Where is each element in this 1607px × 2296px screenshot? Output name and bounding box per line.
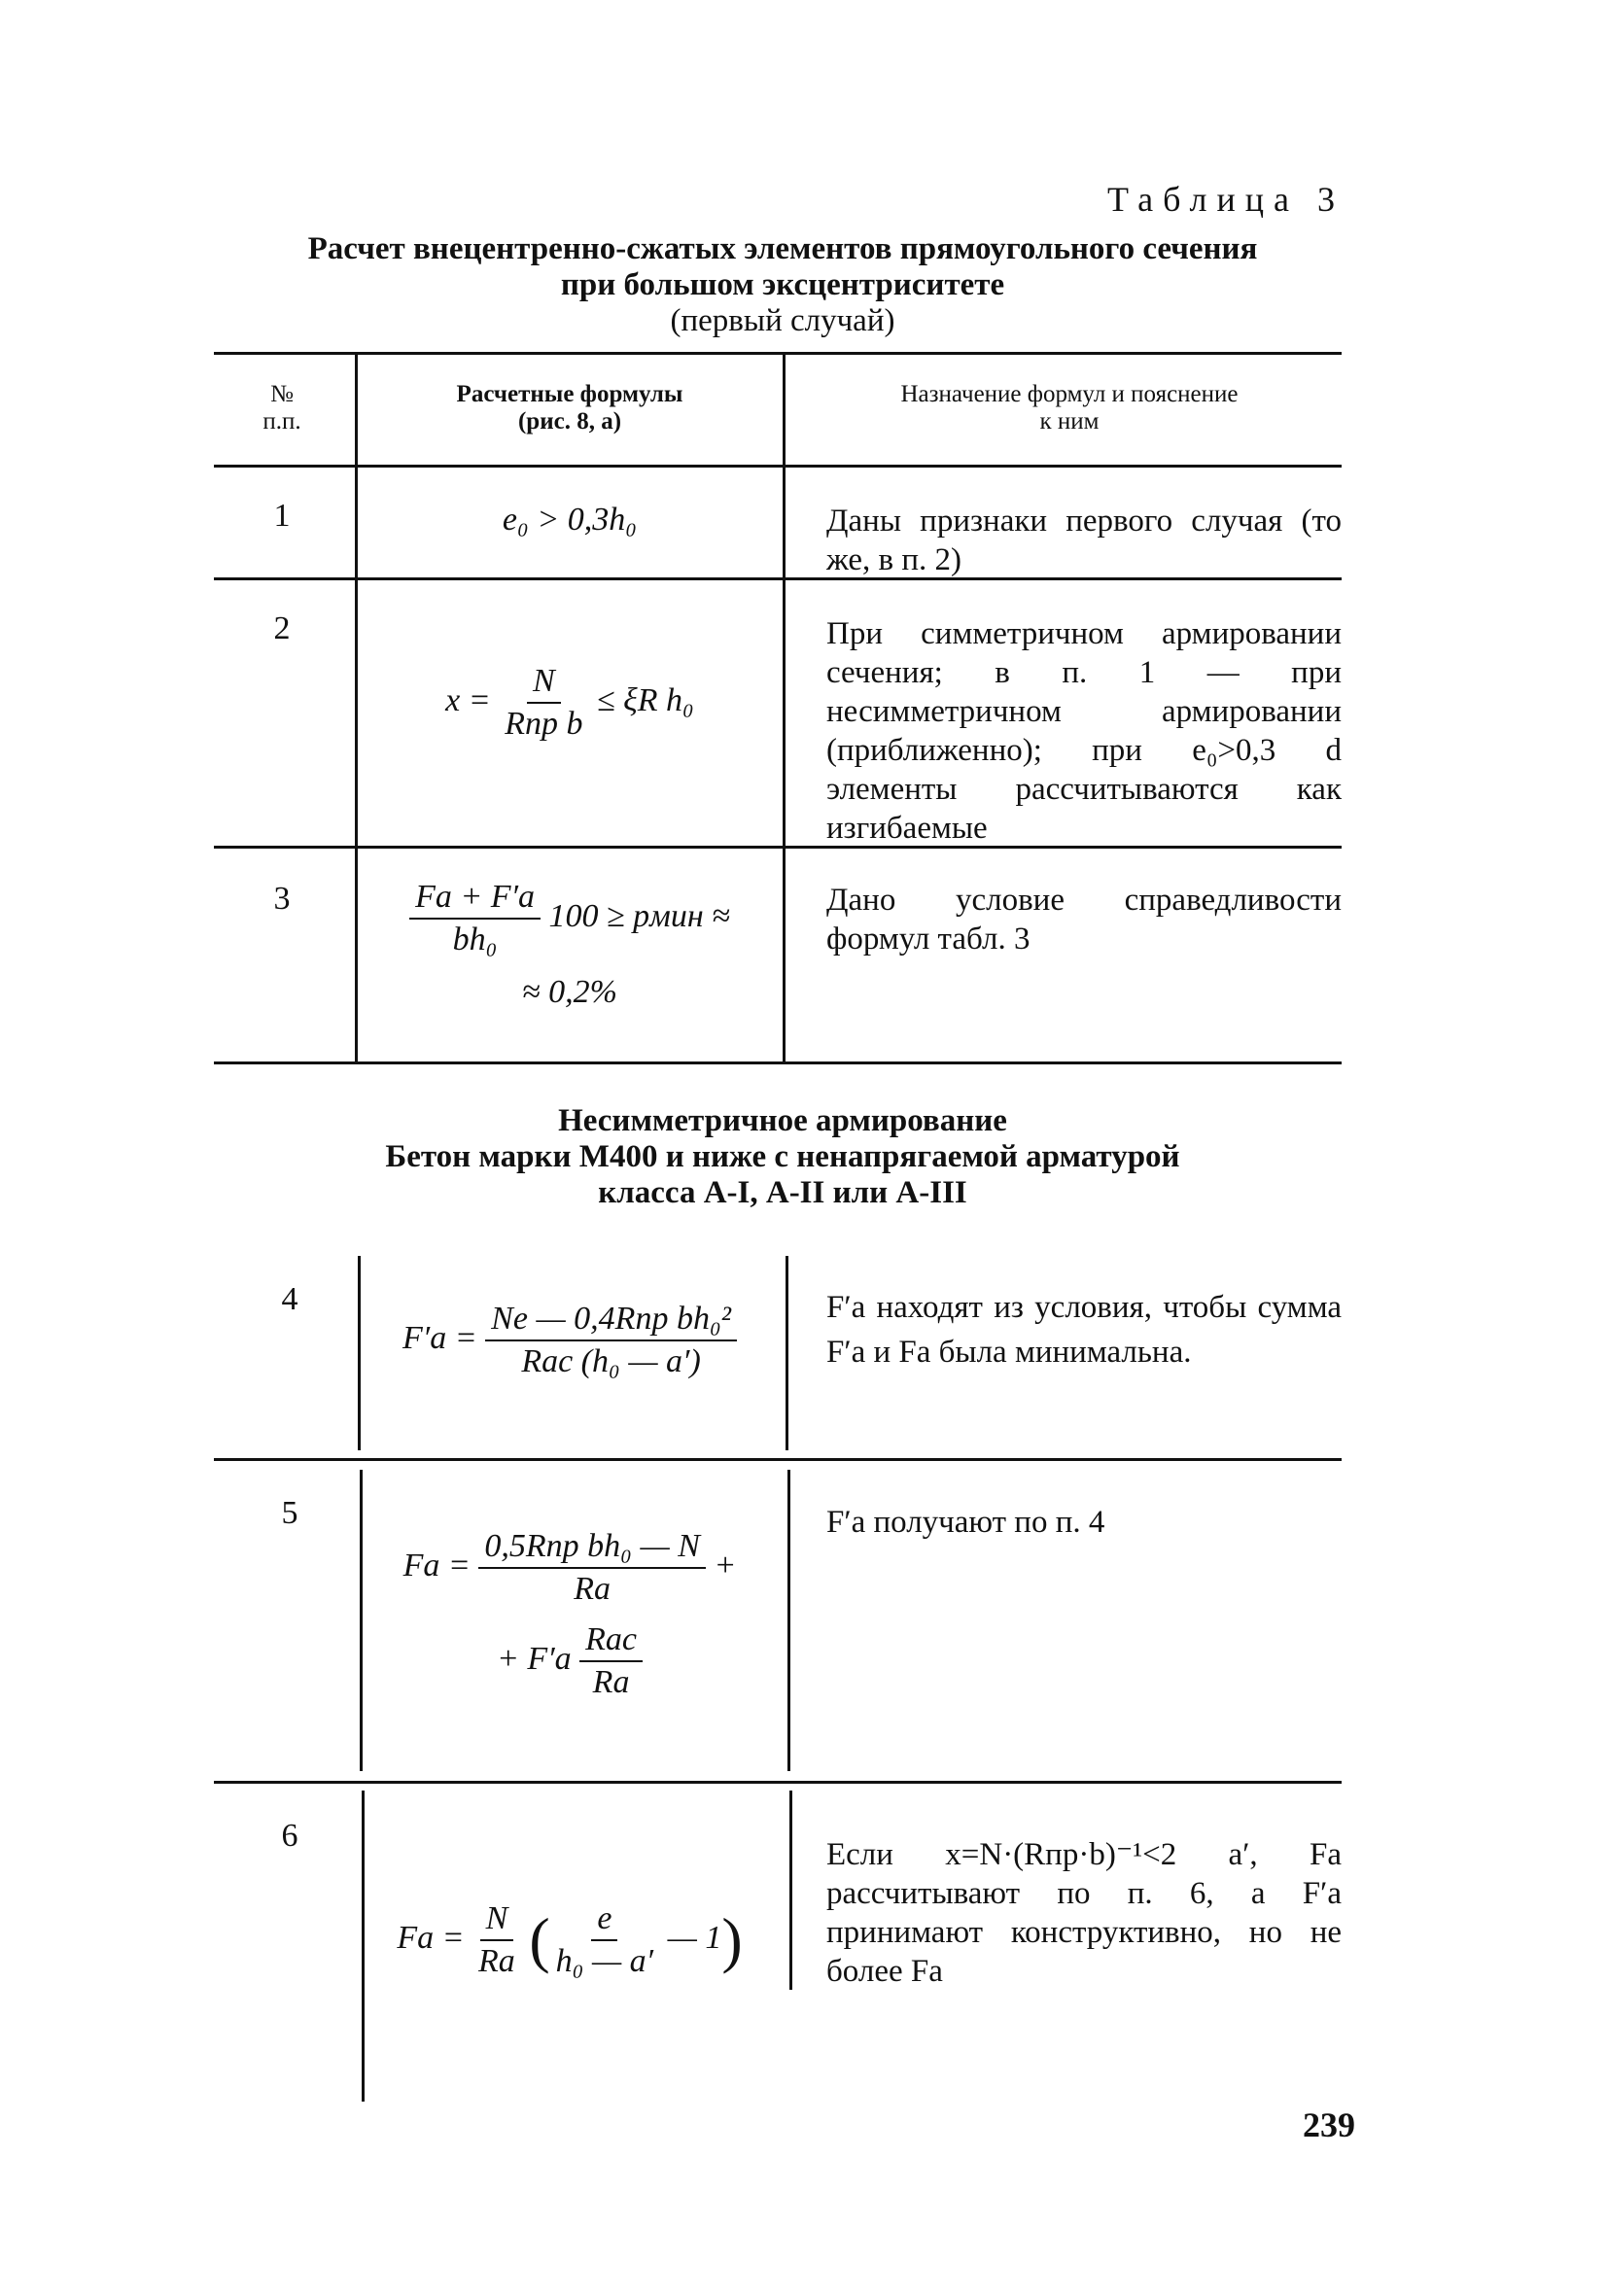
row-3-number: 3 — [273, 881, 291, 917]
row-6-note: Если x=N·(Rпр·b)⁻¹<2 a′, Fа рассчитывают по п. 6, а F′а принимают конструктивно, но не более Fа — [826, 1837, 1342, 1989]
title-line-1: Расчет внецентренно-сжатых элементов прямоугольного сечения — [307, 231, 1258, 266]
column-divider-lower-1a — [358, 1256, 361, 1450]
row-1-formula: e₀ > 0,3h₀ — [502, 502, 638, 538]
row-5-number: 5 — [281, 1495, 298, 1531]
row-3-formula: $\frac{Fа + F'а}{\text{bh₀}}$ 100 ≥ pмин ≈ ≈ 0,2% — [362, 879, 778, 1011]
section-line-1: Несимметричное армирование — [558, 1103, 1007, 1138]
row-4-note: F′а находят из условия, чтобы сумма F′а и Fа была минимальна. — [826, 1290, 1342, 1370]
row-5-formula: Fа = $\frac{\text{0,5Rпр bh₀ — N}}{Rа}$ + + F′а $\frac{\text{Rас}}{Rа}$ — [402, 1528, 737, 1700]
row-1-note: Даны признаки первого случая (то же, в п. 2) — [826, 504, 1342, 577]
row-5-bottom-rule — [214, 1781, 1342, 1784]
column-divider-1 — [355, 352, 358, 1061]
column-header-notes: Назначение формул и пояснение к ним — [900, 381, 1239, 435]
table-title — [224, 231, 1342, 339]
section-line-3: класса А-I, А-II или А-III — [598, 1175, 967, 1210]
row-1-number: 1 — [273, 498, 291, 534]
section-heading — [224, 1103, 1342, 1211]
page-number: 239 — [1303, 2105, 1355, 2144]
column-header-formulas: Расчетные формулы (рис. 8, а) — [456, 381, 683, 435]
column-divider-lower-2c — [789, 1791, 792, 1990]
row-2-number: 2 — [273, 610, 291, 646]
row-4-bottom-rule — [214, 1458, 1342, 1461]
column-divider-2 — [783, 352, 786, 1061]
row-2-formula: x = $\frac{N}{\text{Rпр b}}$ ≤ ξR h₀ — [445, 663, 694, 742]
header-bottom-rule — [214, 465, 1342, 468]
column-header-number: № п.п. — [262, 381, 301, 435]
row-6-formula: Fа = $\frac{N}{Rа}$ ( $\frac{e}{\text{h₀ — a′}}$ — 1) — [397, 1900, 743, 1979]
row-4-number: 4 — [281, 1281, 298, 1317]
title-line-2: при большом эксцентриситете — [560, 267, 1005, 302]
column-divider-lower-2b — [787, 1470, 790, 1771]
row-2-note: При симметричном армировании сечения; в п. 1 — при несимметричном армировании (приближенно); при e₀>0,3 d элементы рассчитываются как изгибаемые — [826, 616, 1342, 846]
section-line-2: Бетон марки М400 и ниже с ненапрягаемой арматурой — [385, 1139, 1180, 1174]
row-6-number: 6 — [281, 1818, 298, 1854]
row-5-note: F′а получают по п. 4 — [826, 1505, 1105, 1540]
column-divider-lower-2a — [786, 1256, 788, 1450]
row-4-formula: F′а = $\frac{\text{Ne — 0,4Rпр bh₀²}}{\text{Rас (h₀ — a′)}}$ — [362, 1301, 778, 1380]
title-line-3: (первый случай) — [670, 303, 895, 338]
row-3-bottom-rule — [214, 1061, 1342, 1064]
table-top-rule — [214, 352, 1342, 355]
table-label: Таблица 3 — [1107, 180, 1345, 219]
row-3-note: Дано условие справедливости формул табл. 3 — [826, 883, 1342, 957]
